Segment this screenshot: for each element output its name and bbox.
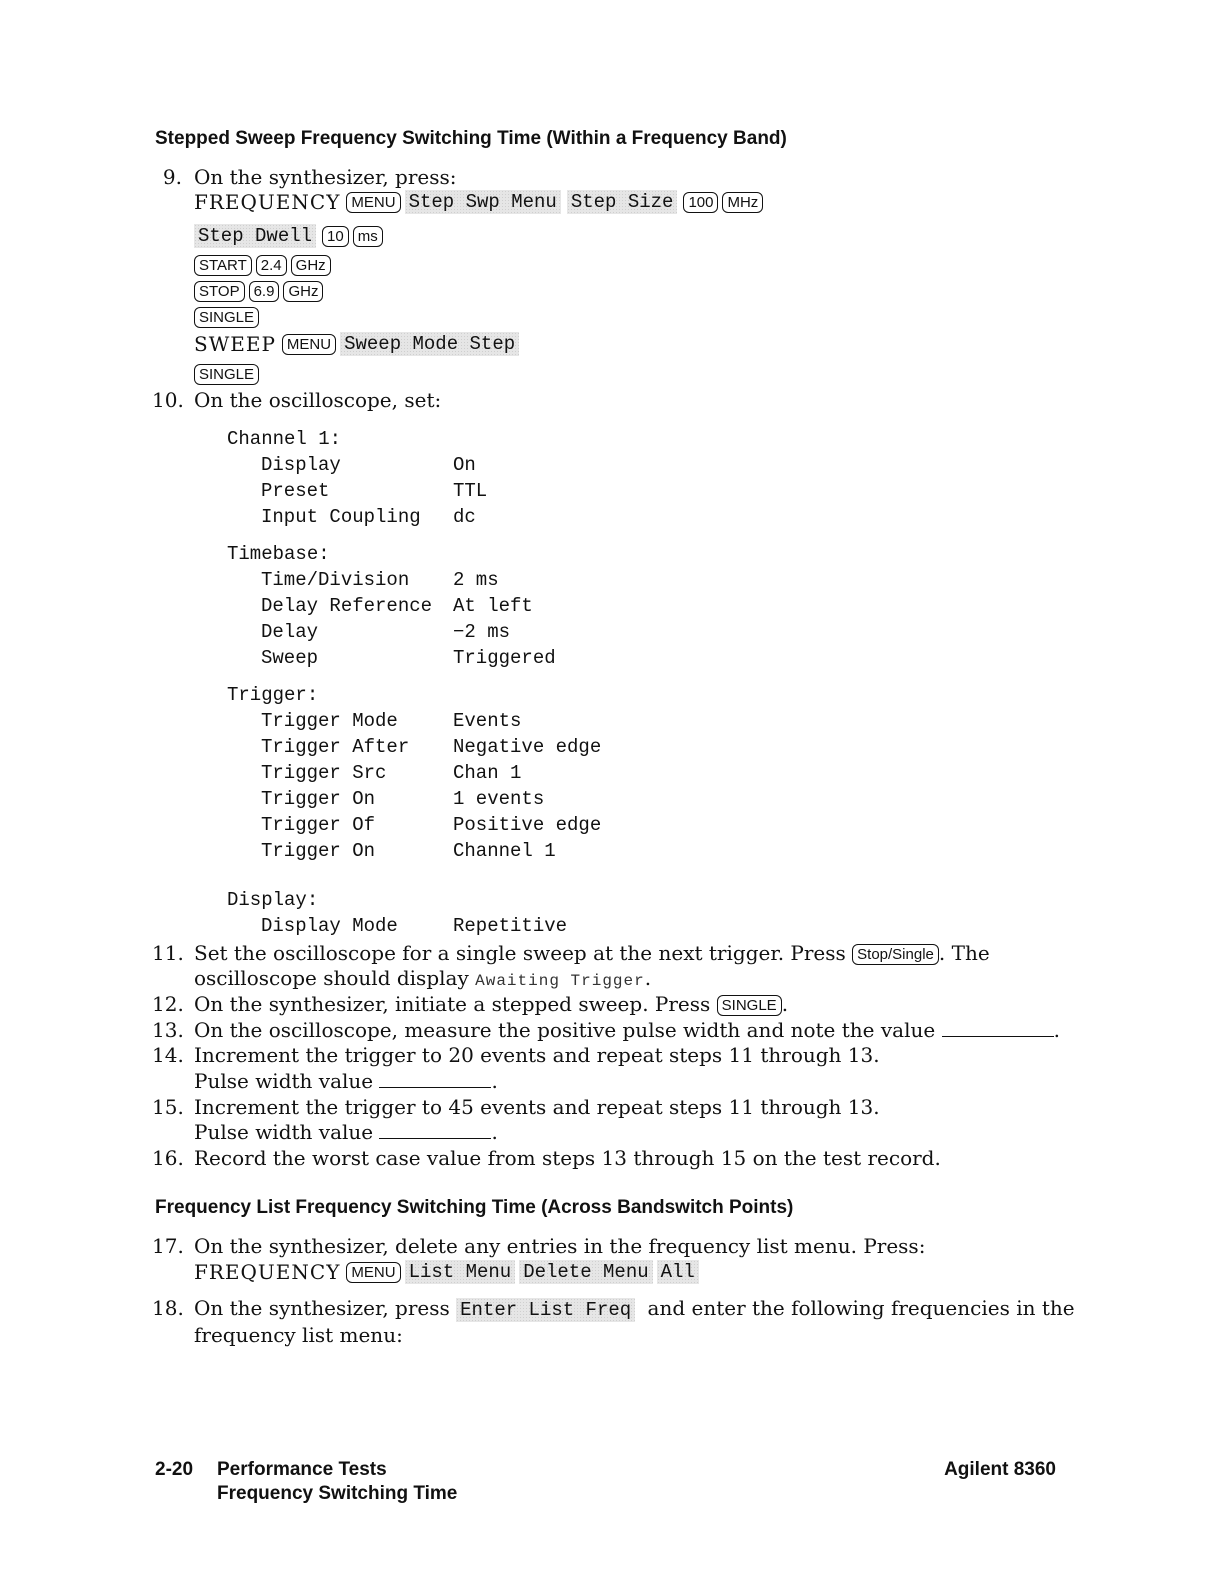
step-text-part: . The [938,941,990,965]
step-text [194,1018,1060,1042]
setting-label: Delay Reference [261,595,433,617]
step-number: 10. [152,388,184,412]
step-text: frequency list menu: [194,1323,403,1347]
settings-group-display [227,889,567,941]
setting-value: Triggered [453,647,556,669]
setting-value: Negative edge [453,736,602,758]
step-text-part: On the synthesizer, press [194,1296,450,1320]
settings-group-timebase [227,543,556,673]
step-number: 15. [152,1095,184,1119]
sweep-mode-step-softkey: Sweep Mode Step [340,332,519,356]
frequency-label: FREQUENCY [194,1260,341,1284]
step-dwell-softkey: Step Dwell [194,224,316,248]
ms-key: ms [353,226,383,247]
value-2-4-key: 2.4 [256,255,287,276]
setting-value: TTL [453,480,488,502]
single-key: SINGLE [194,307,259,328]
footer-product: Agilent 8360 [944,1459,1056,1480]
value-6-9-key: 6.9 [249,281,280,302]
footer-section: Performance Tests [217,1459,387,1480]
menu-key: MENU [282,334,336,355]
single-key: SINGLE [194,364,259,385]
setting-label: Trigger On [261,788,376,810]
step-subtext [194,1069,498,1093]
step-text-part: and enter the following frequencies in the [647,1296,1075,1320]
setting-label: Trigger Of [261,814,376,836]
setting-value: Chan 1 [453,762,522,784]
step-text-part: . [491,1120,498,1144]
settings-group-channel [227,428,487,532]
setting-value: −2 ms [453,621,511,643]
step-number: 13. [152,1018,184,1042]
list-menu-softkey: List Menu [405,1260,516,1284]
settings-group-trigger [227,684,601,866]
step-size-softkey: Step Size [567,190,678,214]
step-text: On the oscilloscope, set: [194,388,442,412]
key-sequence-line [194,307,263,328]
settings-header: Display: [227,889,319,911]
step-number: 16. [152,1146,184,1170]
setting-label: Sweep [261,647,319,669]
setting-value: Channel 1 [453,840,556,862]
key-sequence-line [194,224,387,248]
setting-value: 1 events [453,788,545,810]
setting-label: Display [261,454,341,476]
step-text [194,966,651,990]
step-text: Increment the trigger to 20 events and repeat steps 11 through 13. [194,1043,880,1067]
menu-key: MENU [346,1262,400,1283]
step-text-part: On the synthesizer, initiate a stepped sweep. Press [194,992,711,1016]
setting-label: Trigger On [261,840,376,862]
setting-value: Repetitive [453,915,568,937]
step-number: 14. [152,1043,184,1067]
step-text-part: Pulse width value [194,1120,374,1144]
key-sequence-line [194,255,335,276]
mhz-key: MHz [722,192,763,213]
step-number: 18. [152,1296,184,1320]
key-sequence-line [194,281,327,302]
setting-label: Trigger Src [261,762,387,784]
all-softkey: All [657,1260,699,1284]
stop-key: STOP [194,281,245,302]
setting-value: On [453,454,476,476]
setting-value: dc [453,506,476,528]
step-text [194,992,788,1016]
setting-label: Preset [261,480,330,502]
step-text-part: . [644,966,652,990]
answer-blank [379,1124,491,1139]
key-sequence-line [194,1260,705,1284]
section-heading-frequency-list: Frequency List Frequency Switching Time (Across Bandswitch Points) [155,1197,794,1218]
footer-page-number: 2-20 [155,1459,194,1480]
value-100-key: 100 [683,192,718,213]
settings-header: Trigger: [227,684,319,706]
ghz-key: GHz [283,281,323,302]
setting-value: At left [453,595,533,617]
step-text: Record the worst case value from steps 13 through 15 on the test record. [194,1146,941,1170]
step-number: 17. [152,1234,184,1258]
menu-key: MENU [346,192,400,213]
sweep-label: SWEEP [194,332,276,356]
key-sequence-line [194,190,767,214]
step-text-part: Pulse width value [194,1069,374,1093]
settings-header: Channel 1: [227,428,342,450]
start-key: START [194,255,252,276]
ghz-key: GHz [291,255,331,276]
setting-label: Trigger After [261,736,410,758]
step-swp-menu-softkey: Step Swp Menu [405,190,561,214]
step-text [194,1296,1075,1322]
step-text-part: . [781,992,789,1016]
frequency-label: FREQUENCY [194,190,341,214]
setting-value: Positive edge [453,814,602,836]
single-key: SINGLE [717,995,782,1016]
value-10-key: 10 [322,226,349,247]
setting-value: Events [453,710,522,732]
step-text: Increment the trigger to 45 events and repeat steps 11 through 13. [194,1095,880,1119]
step-text-part: Set the oscilloscope for a single sweep at the next trigger. Press [194,941,846,965]
step-text-part: oscilloscope should display [194,966,469,990]
enter-list-freq-softkey: Enter List Freq [456,1298,635,1322]
step-text: On the synthesizer, delete any entries in the frequency list menu. Press: [194,1234,926,1258]
step-text-part: . [1053,1018,1060,1042]
setting-value: 2 ms [453,569,499,591]
delete-menu-softkey: Delete Menu [519,1260,652,1284]
key-sequence-line [194,364,263,385]
step-number: 9. [162,165,182,189]
setting-label: Time/Division [261,569,410,591]
step-text-part: . [491,1069,498,1093]
stop-single-key: Stop/Single [852,944,939,965]
answer-blank [379,1073,491,1088]
key-sequence-line [194,332,525,356]
step-text-part: On the oscilloscope, measure the positive pulse width and note the value [194,1018,936,1042]
step-text [194,941,990,965]
setting-label: Trigger Mode [261,710,398,732]
setting-label: Display Mode [261,915,398,937]
step-subtext [194,1120,498,1144]
setting-label: Input Coupling [261,506,421,528]
settings-header: Timebase: [227,543,330,565]
setting-label: Delay [261,621,319,643]
answer-blank [942,1022,1054,1037]
step-text: On the synthesizer, press: [194,165,457,189]
section-heading-stepped-sweep: Stepped Sweep Frequency Switching Time (Within a Frequency Band) [155,128,787,149]
step-number: 11. [152,941,184,965]
display-message: Awaiting Trigger [475,972,645,990]
footer-subsection: Frequency Switching Time [217,1483,458,1504]
step-number: 12. [152,992,184,1016]
